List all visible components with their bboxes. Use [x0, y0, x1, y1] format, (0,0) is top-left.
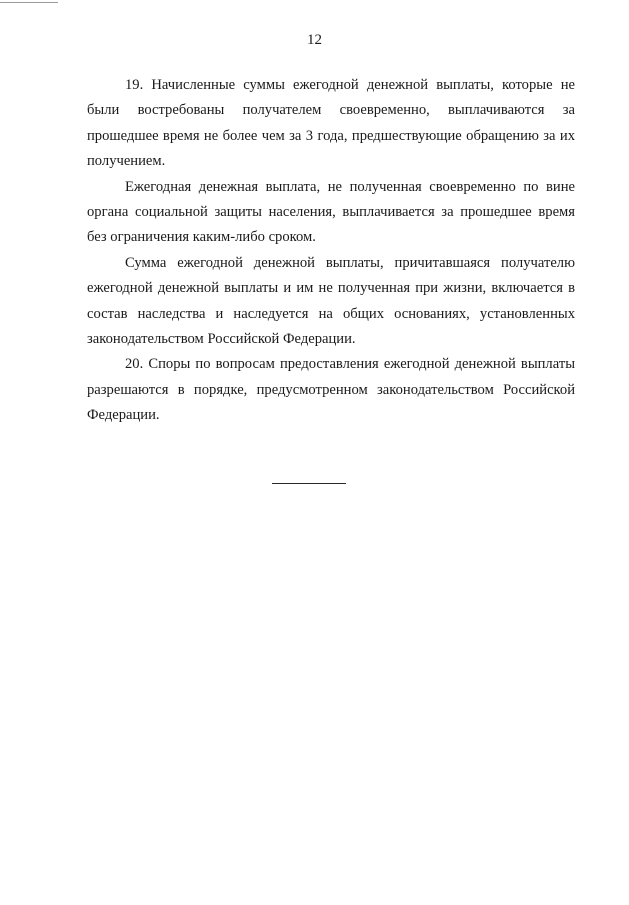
- end-separator-line: [272, 483, 346, 484]
- paragraph-late-payment: Ежегодная денежная выплата, не полученная своевременно по вине органа социальной защиты населения, выплачивается за прошедшее время без ограничения каким-либо сроком.: [87, 178, 575, 246]
- scan-edge-line: [0, 2, 58, 3]
- paragraph-20: 20. Споры по вопросам предоставления ежегодной денежной выплаты разрешаются в порядке, предусмотренном законодательством Российской Федерации.: [87, 356, 575, 424]
- paragraph-19: 19. Начисленные суммы ежегодной денежной выплаты, которые не были востребованы получателем своевременно, выплачиваются за прошедшее время не более чем за 3 года, предшествующие обращению за их получением.: [87, 77, 575, 170]
- page-number: 12: [307, 32, 322, 48]
- document-body: [87, 73, 575, 429]
- paragraph-inheritance: Сумма ежегодной денежной выплаты, причитавшаяся получателю ежегодной денежной выплаты и им не полученная при жизни, включается в состав наследства и наследуется на общих основаниях, установленных законодательством Российской Федерации.: [87, 254, 575, 348]
